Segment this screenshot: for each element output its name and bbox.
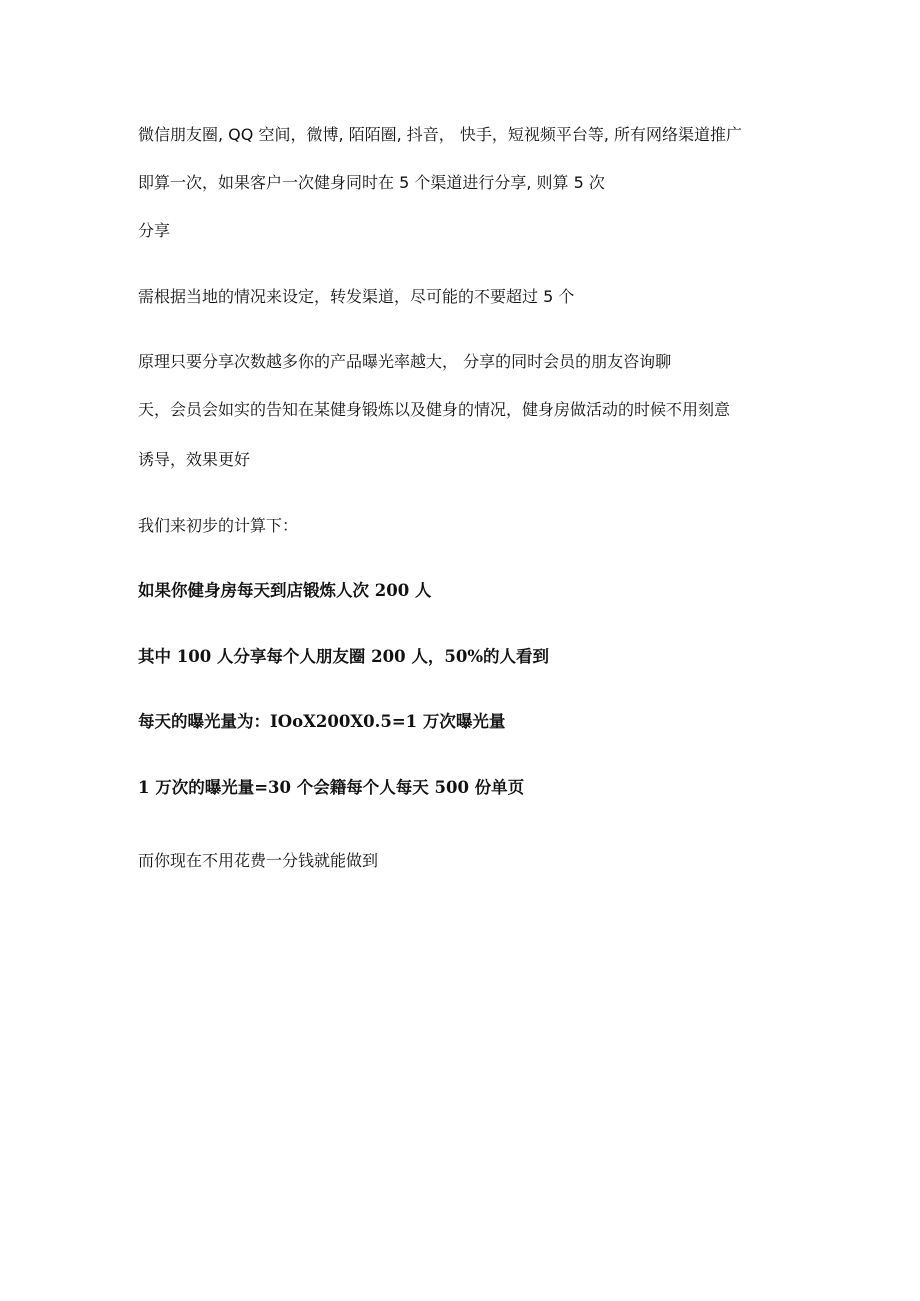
calc-line-4: 1 万次的曝光量=30 个会籍每个人每天 500 份单页 bbox=[138, 778, 525, 797]
paragraph-4: 我们来初步的计算下： bbox=[138, 516, 299, 535]
paragraph-3-line-3: 诱导，效果更好 bbox=[138, 450, 251, 469]
paragraph-5: 而你现在不用花费一分钱就能做到 bbox=[138, 851, 379, 870]
paragraph-3-line-1: 原理只要分享次数越多你的产品曝光率越大， 分享的同时会员的朋友咨询聊 bbox=[138, 352, 672, 371]
paragraph-1-line-1: 微信朋友圈, QQ 空间，微博, 陌陌圈, 抖音， 快手，短视频平台等, 所有网络渠道推广 bbox=[138, 125, 743, 144]
calc-line-1: 如果你健身房每天到店锻炼人次 200 人 bbox=[138, 581, 432, 600]
paragraph-1-line-2: 即算一次，如果客户一次健身同时在 5 个渠道进行分享, 则算 5 次 bbox=[138, 173, 605, 192]
calc-line-2: 其中 100 人分享每个人朋友圈 200 人，50%的人看到 bbox=[138, 647, 550, 666]
paragraph-2: 需根据当地的情况来设定，转发渠道，尽可能的不要超过 5 个 bbox=[138, 287, 575, 306]
calc-line-3: 每天的曝光量为：IOoX200X0.5=1 万次曝光量 bbox=[138, 712, 506, 731]
paragraph-1-line-3: 分享 bbox=[138, 221, 171, 240]
paragraph-3-line-2: 天，会员会如实的告知在某健身锻炼以及健身的情况，健身房做活动的时候不用刻意 bbox=[138, 400, 731, 419]
